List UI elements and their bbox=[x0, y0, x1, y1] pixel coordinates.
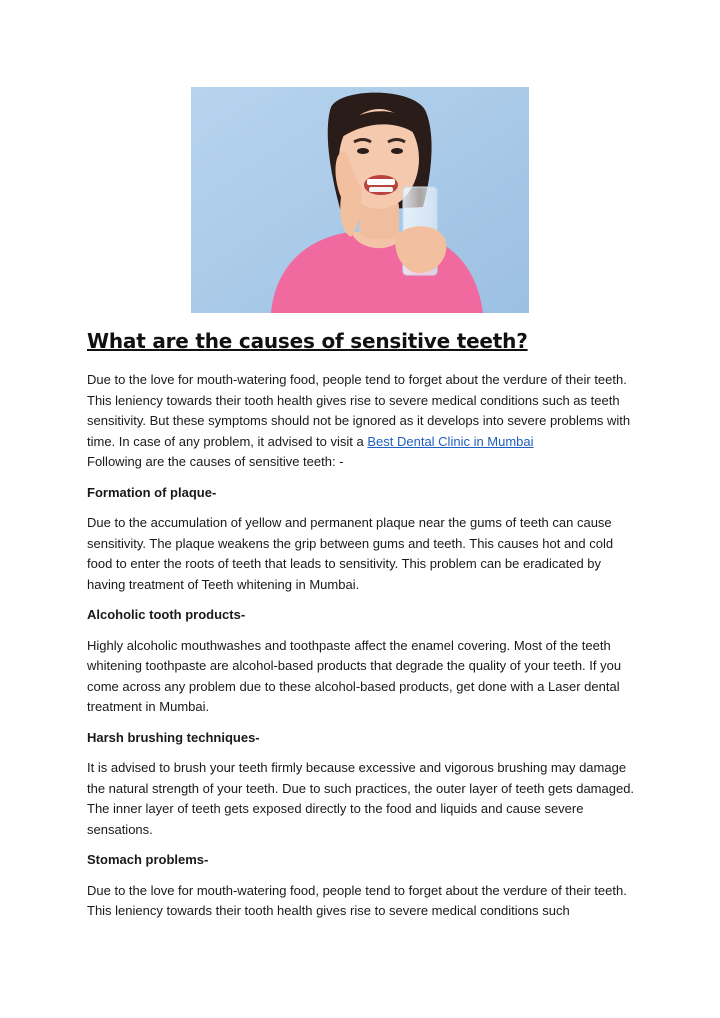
intro-followup: Following are the causes of sensitive teeth: - bbox=[87, 454, 344, 469]
section-heading: Formation of plaque- bbox=[87, 484, 217, 500]
article-title: What are the causes of sensitive teeth? bbox=[87, 329, 528, 353]
hero-photo bbox=[191, 87, 529, 313]
intro-text: Due to the love for mouth-watering food, people tend to forget about the verdure of their teeth. This leniency towards their tooth health gives rise to severe medical conditions such as teeth sensitivity. But these symptoms should not be ignored as it develops into severe problems with time. In case of any problem, it advised to visit a bbox=[87, 372, 631, 449]
article-body bbox=[87, 326, 637, 932]
section-heading: Harsh brushing techniques- bbox=[87, 729, 260, 745]
section-paragraph: It is advised to brush your teeth firmly because excessive and vigorous brushing may damage the natural strength of your teeth. Due to such practices, the outer layer of teeth gets damaged. The inner layer of teeth gets exposed directly to the food and liquids and cause severe sensations. bbox=[87, 760, 635, 837]
best-dental-clinic-link[interactable]: Best Dental Clinic in Mumbai bbox=[367, 433, 534, 449]
section-heading: Alcoholic tooth products- bbox=[87, 607, 246, 622]
section-paragraph: Due to the accumulation of yellow and permanent plaque near the gums of teeth can cause sensitivity. The plaque weakens the grip between gums and teeth. This causes hot and cold food to enter the roots of teeth that leads to sensitivity. This problem can be eradicated by having treatment of Teeth whitening in Mumbai. bbox=[87, 515, 614, 592]
intro-paragraph bbox=[87, 370, 637, 473]
section-heading: Stomach problems- bbox=[87, 852, 209, 867]
woman-with-sensitive-teeth-illustration bbox=[191, 87, 529, 313]
section-paragraph: Highly alcoholic mouthwashes and toothpaste affect the enamel covering. Most of the teeth whitening toothpaste are alcohol-based products that degrade the quality of your teeth. If you come across any problem due to these alcohol-based products, get done with a Laser dental treatment in Mumbai. bbox=[87, 637, 622, 714]
section-paragraph: Due to the love for mouth-watering food, people tend to forget about the verdure of their teeth. This leniency towards their tooth health gives rise to severe medical conditions such bbox=[87, 882, 627, 918]
